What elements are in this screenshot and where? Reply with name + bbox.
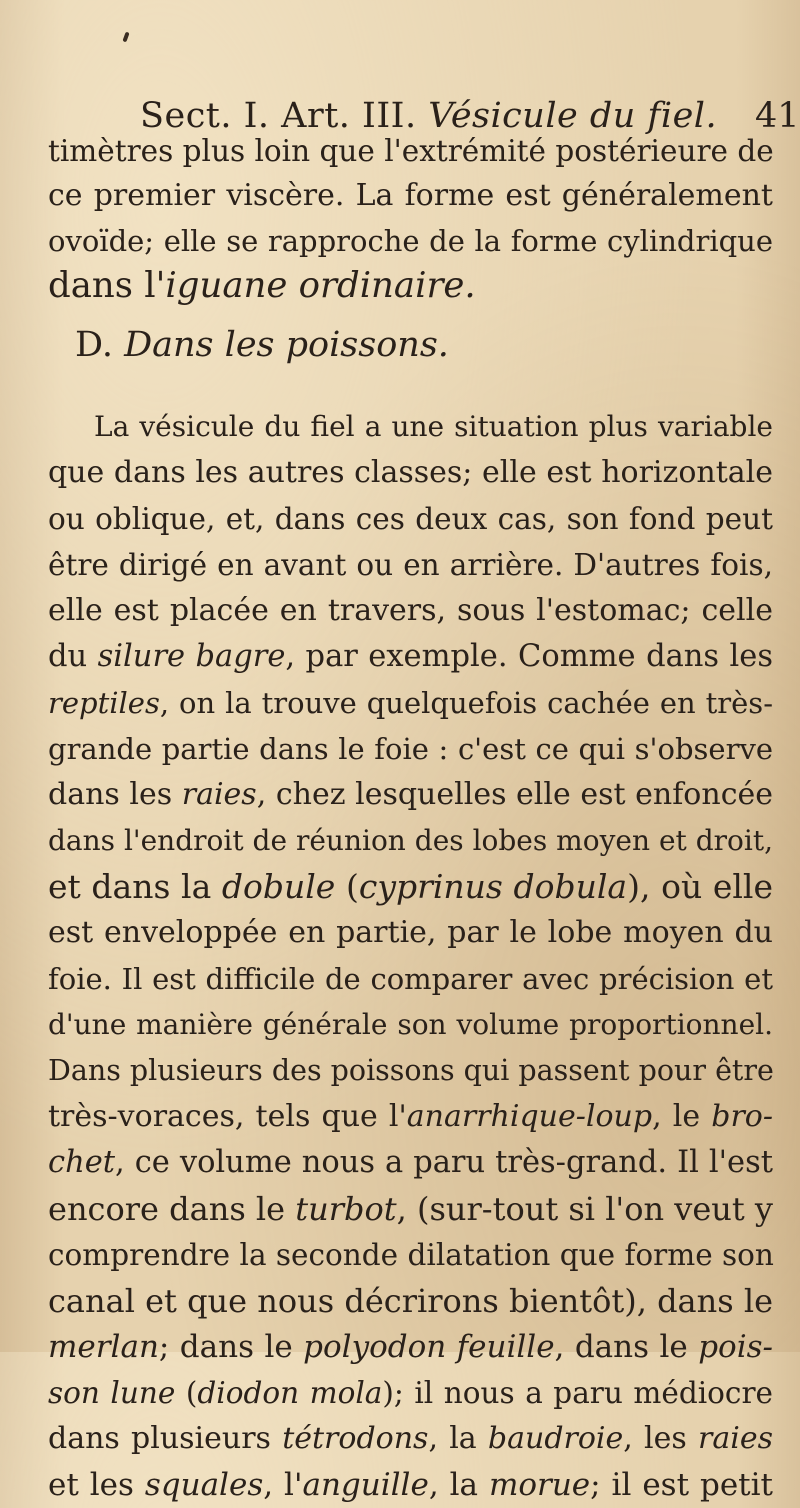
text-line: ou oblique, et, dans ces deux cas, son fond peut bbox=[48, 502, 773, 536]
text-line: timètres plus loin que l'extrémité postérieure de bbox=[48, 134, 774, 168]
text-line: Dans plusieurs des poissons qui passent pour être bbox=[48, 1054, 774, 1087]
text-line: est enveloppée en partie, par le lobe moyen du bbox=[48, 915, 773, 950]
text-line: foie. Il est difficile de comparer avec précision et bbox=[48, 962, 773, 996]
text-line: comprendre la seconde dilatation que forme son bbox=[48, 1238, 774, 1272]
margin-ink-mark bbox=[122, 32, 129, 43]
text-line: dans plusieurs tétrodons, la baudroie, les raies bbox=[48, 1421, 773, 1456]
text-line: dans les raies, chez lesquelles elle est enfoncée bbox=[48, 777, 773, 812]
running-title: Sect. I. Art. III. Vésicule du fiel. bbox=[140, 96, 718, 136]
text-line: dans l'endroit de réunion des lobes moyen et droit, bbox=[48, 824, 773, 857]
text-line: ce premier viscère. La forme est généralement bbox=[48, 178, 773, 213]
text-line: canal et que nous décrirons bientôt), dans le bbox=[48, 1282, 773, 1320]
text-line: être dirigé en avant ou en arrière. D'autres fois, bbox=[48, 548, 773, 582]
text-line: grande partie dans le foie : c'est ce qui s'observe bbox=[48, 732, 773, 766]
text-line: elle est placée en travers, sous l'estomac; celle bbox=[48, 593, 773, 628]
text-line: et dans la dobule (cyprinus dobula), où elle bbox=[48, 867, 773, 906]
text-line: merlan; dans le polyodon feuille, dans le pois- bbox=[48, 1329, 773, 1365]
text-line: reptiles, on la trouve quelquefois cachée en très- bbox=[48, 686, 773, 720]
text-line: du silure bagre, par exemple. Comme dans les bbox=[48, 639, 773, 674]
section-subheading: D. Dans les poissons. bbox=[75, 325, 449, 365]
text-line: chet, ce volume nous a paru très-grand. Il l'est bbox=[48, 1145, 773, 1180]
text-line: très-voraces, tels que l'anarrhique-loup, le bro- bbox=[48, 1099, 773, 1134]
text-line: ovoïde; elle se rapproche de la forme cylindrique bbox=[48, 224, 773, 258]
text-line: que dans les autres classes; elle est horizontale bbox=[48, 455, 773, 490]
text-line: dans l'iguane ordinaire. bbox=[48, 265, 476, 306]
text-line: d'une manière générale son volume proportionnel. bbox=[48, 1008, 773, 1041]
text-line: La vésicule du fiel a une situation plus variable bbox=[94, 410, 773, 443]
text-line: encore dans le turbot, (sur-tout si l'on veut y bbox=[48, 1190, 773, 1228]
page-number: 41 bbox=[755, 96, 800, 136]
text-line: et les squales, l'anguille, la morue; il est petit bbox=[48, 1467, 773, 1503]
text-line: son lune (diodon mola); il nous a paru médiocre bbox=[48, 1376, 774, 1410]
